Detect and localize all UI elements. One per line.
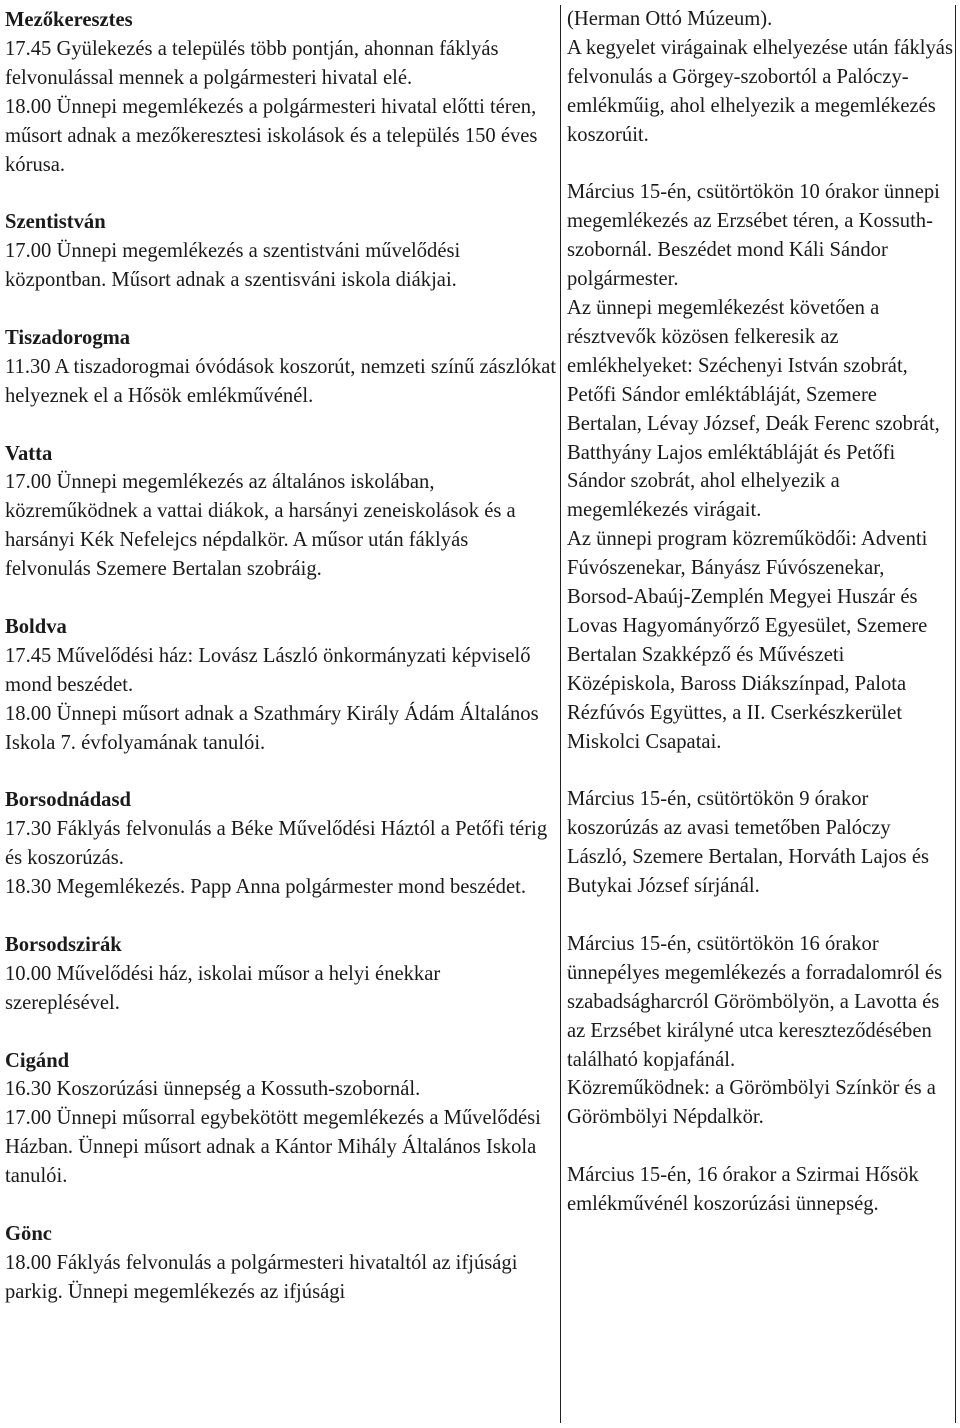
section-borsodszirak bbox=[5, 931, 557, 1018]
right-block-gorombolyi bbox=[567, 930, 955, 1132]
right-block-miskolc-museum bbox=[567, 5, 959, 150]
section-borsodnadasd bbox=[5, 786, 557, 902]
program-line: 18.00 Ünnepi megemlékezés a polgármesteri hivatal előtti téren, műsort adnak a mezőkeresztesi iskolások és a település 150 éves kórusa. bbox=[5, 95, 543, 176]
program-line: Március 15-én, csütörtökön 10 órakor ünnepi megemlékezés az Erzsébet téren, a Kossuth-szobornál. Beszédet mond Káli Sándor polgármester. bbox=[567, 181, 946, 291]
section-vatta bbox=[5, 440, 557, 585]
section-heading: Gönc bbox=[5, 1222, 52, 1245]
section-gonc bbox=[5, 1220, 557, 1307]
section-heading: Szentistván bbox=[5, 211, 106, 234]
program-line: (Herman Ottó Múzeum). bbox=[567, 8, 773, 30]
section-heading: Borsodnádasd bbox=[5, 789, 131, 812]
program-line: 17.45 Gyülekezés a település több pontján, ahonnan fáklyás felvonulással mennek a polgármesteri hivatal elé. bbox=[5, 37, 504, 89]
program-line: Március 15-én, 16 órakor a Szirmai Hősök emlékművénél koszorúzási ünnepség. bbox=[567, 1164, 924, 1216]
program-line: Az ünnepi program közreműködői: Adventi Fúvószenekar, Bányász Fúvószenekar, Borsod-Abaúj-Zemplén Megyei Huszár és Lovas Hagyományőrző Egyesület, Szemere Bertalan Szakképző és Művészeti Középiskola, Baross Diákszínpad, Palota Rézfúvós Együttes, a II. Cserkészkerület Miskolci Csapatai. bbox=[567, 528, 933, 753]
section-heading: Boldva bbox=[5, 615, 67, 638]
program-line: 17.45 Művelődési ház: Lovász László önkormányzati képviselő mond beszédet. bbox=[5, 644, 536, 696]
right-column bbox=[560, 5, 959, 1423]
program-line: 18.30 Megemlékezés. Papp Anna polgármester mond beszédet. bbox=[5, 876, 526, 899]
section-heading: Borsodszirák bbox=[5, 933, 122, 956]
section-heading: Cigánd bbox=[5, 1049, 70, 1072]
program-line: Közreműködnek: a Görömbölyi Színkör és a Görömbölyi Népdalkör. bbox=[567, 1077, 942, 1129]
program-line: 18.00 Ünnepi műsort adnak a Szathmáry Király Ádám Általános Iskola 7. évfolyamának tanulói. bbox=[5, 702, 544, 754]
section-tiszadorogma bbox=[5, 324, 562, 411]
program-line: 17.30 Fáklyás felvonulás a Béke Művelődési Háztól a Petőfi térig és koszorúzás. bbox=[5, 818, 553, 870]
section-boldva bbox=[5, 613, 557, 758]
program-line: 17.00 Ünnepi megemlékezés a szentistváni művelődési központban. Műsort adnak a szentisváni iskola diákjai. bbox=[5, 240, 466, 292]
program-line: 17.00 Ünnepi megemlékezés az általános iskolában, közreműködnek a vattai diákok, a harsányi zeneiskolások és a harsányi Kék Nefelejcs népdalkör. A műsor után fáklyás felvonulás Szemere Bertalan szobráig. bbox=[5, 471, 521, 581]
section-szentistvan bbox=[5, 208, 557, 295]
program-line: 18.00 Fáklyás felvonulás a polgármesteri hivataltól az ifjúsági parkig. Ünnepi megemlékezés az ifjúsági bbox=[5, 1251, 523, 1303]
right-block-erzsebet-ter bbox=[567, 178, 955, 756]
program-line: Március 15-én, csütörtökön 9 órakor koszorúzás az avasi temetőben Palóczy László, Szemere Bertalan, Horváth Lajos és Butykai József sírjánál. bbox=[567, 788, 935, 898]
left-column bbox=[5, 6, 562, 1307]
section-mezokeresztes bbox=[5, 6, 557, 179]
program-line: A kegyelet virágainak elhelyezése után fáklyás felvonulás a Görgey-szobortól a Palóczy-emlékműig, ahol elhelyezik a megemlékezés koszorúit. bbox=[567, 36, 959, 146]
program-line: Az ünnepi megemlékezést követően a résztvevők közösen felkeresik az emlékhelyeket: Széchenyi István szobrát, Petőfi Sándor emléktábláját, Szemere Bertalan, Lévay József, Deák Ferenc szobrát, Batthyány Lajos emléktábláját és Petőfi Sándor szobrát, ahol elhelyezik a megemlékezés virágait. bbox=[567, 297, 945, 522]
section-heading: Mezőkeresztes bbox=[5, 9, 133, 31]
program-line: 11.30 A tiszadorogmai óvódások koszorút, nemzeti színű zászlókat helyeznek el a Hősök emlékművénél. bbox=[5, 355, 562, 407]
section-cigand bbox=[5, 1047, 557, 1192]
program-line: 17.00 Ünnepi műsorral egybekötött megemlékezés a Művelődési Házban. Ünnepi műsort adnak a Kántor Mihály Általános Iskola tanulói. bbox=[5, 1107, 547, 1188]
section-heading: Vatta bbox=[5, 442, 53, 465]
right-block-szirmai bbox=[567, 1161, 955, 1219]
program-line: 16.30 Koszorúzási ünnepség a Kossuth-szobornál. bbox=[5, 1078, 421, 1101]
program-line: Március 15-én, csütörtökön 16 órakor ünnepélyes megemlékezés a forradalomról és szabadságharcról Görömbölyön, a Lavotta és az Erzsébet királyné utca kereszteződésében található kopjafánál. bbox=[567, 932, 948, 1071]
section-heading: Tiszadorogma bbox=[5, 326, 131, 349]
program-line: 10.00 Művelődési ház, iskolai műsor a helyi énekkar szereplésével. bbox=[5, 962, 446, 1014]
right-block-avasi-temeto bbox=[567, 785, 955, 901]
